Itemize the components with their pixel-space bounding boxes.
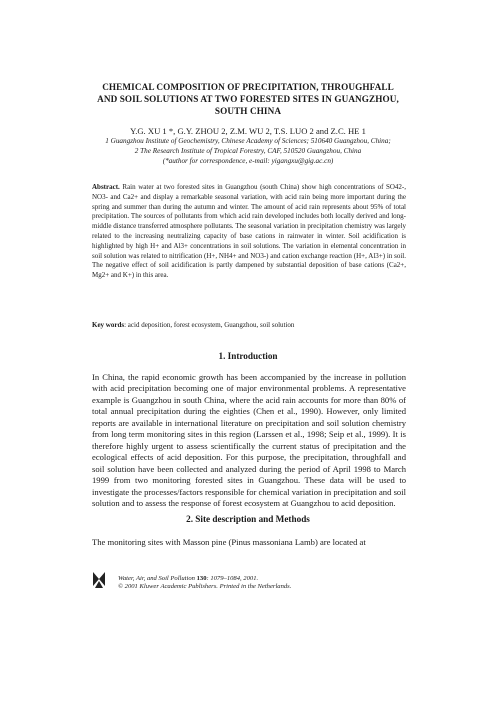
abstract-text: Rain water at two forested sites in Guangzhou (south China) show high concentrations of SO42-, NO3- and Ca2+ and display a remarkable seasonal variation, with acid rain being more important during the spring and summer than during the autumn and winter. The amount of acid rain represents about 95% of total precipitation. The sources of pollutants from which acid rain developed includes both locally derived and long-middle distance transferred atmosphere pollutants. The seasonal variation in precipitation chemistry was largely related to the increasing neutralizing capacity of base cations in rainwater in winter. Soil acidification is highlighted by high H+ and Al3+ concentrations in soil solutions. The variation in elemental concentration in soil solution was related to nitrification (H+, NH4+ and NO3-) and cation exchange reaction (H+, Al3+) in soil. The negative effect of soil acidification is partly dampened by substantial deposition of base cations (Ca2+, Mg2+ and K+) in this area.: [92, 183, 407, 280]
author-list: Y.G. XU 1 *, G.Y. ZHOU 2, Z.M. WU 2, T.S. LUO 2 and Z.C. HE 1: [130, 126, 366, 136]
title-line-2: AND SOIL SOLUTIONS AT TWO FORESTED SITES IN GUANGZHOU,: [97, 94, 399, 105]
copyright-line: © 2001 Kluwer Academic Publishers. Printed in the Netherlands.: [118, 583, 292, 591]
section-heading-introduction: 1. Introduction: [218, 351, 278, 361]
keywords-text: : acid deposition, forest ecosystem, Guangzhou, soil solution: [124, 321, 295, 329]
journal-name: Water, Air, and Soil Pollution: [118, 575, 195, 582]
publisher-logo-icon: [92, 570, 106, 590]
correspondence-note: (*author for correspondence, e-mail: yigangxu@gig.ac.cn): [162, 156, 334, 165]
methods-paragraph: The monitoring sites with Masson pine (Pinus massoniana Lamb) are located at: [92, 537, 366, 547]
journal-pages: : 1079–1084, 2001.: [206, 575, 259, 582]
affiliation-1: 1 Guangzhou Institute of Geochemistry, Chinese Academy of Sciences; 510640 Guangzhou, China;: [105, 137, 391, 145]
introduction-paragraph: In China, the rapid economic growth has been accompanied by the increase in pollution with acid precipitation becoming one of major environmental problems. A representative example is Guangzhou in south China, where the acid rain accounts for more than 80% of total annual precipitation during the eighties (Chen et al., 1990). However, only limited reports are available in international literature on precipitation and soil solution chemistry from long term monitoring sites in this region (Larssen et al., 1998; Seip et al., 1999). It is therefore highly urgent to assess scientifically the current status of precipitation and the ecological effects of acid deposition. For this purpose, the precipitation, throughfall and soil solution have been collected and analyzed during the period of April 1998 to March 1999 from two monitoring forested sites in Guangzhou. These data will be used to investigate the processes/factors responsible for chemical variation in precipitation and soil solution and to assess the response of forest ecosystem at Guangzhou to acid deposition.: [92, 372, 406, 508]
title-line-3: SOUTH CHINA: [214, 106, 282, 117]
abstract: [92, 183, 406, 281]
journal-volume: 130: [196, 575, 207, 582]
section-heading-methods: 2. Site description and Methods: [186, 514, 310, 524]
citation-line: [118, 575, 408, 583]
affiliations: [60, 137, 436, 166]
journal-footer: [118, 575, 408, 592]
keywords: [92, 321, 406, 331]
keywords-label: Key words: [92, 321, 125, 329]
title-line-1: CHEMICAL COMPOSITION OF PRECIPITATION, THROUGHFALL: [102, 82, 394, 92]
abstract-label: Abstract.: [92, 183, 120, 191]
affiliation-2: 2 The Research Institute of Tropical Forestry, CAF, 510520 Guangzhou, China: [134, 146, 362, 155]
paper-title: [60, 81, 436, 118]
